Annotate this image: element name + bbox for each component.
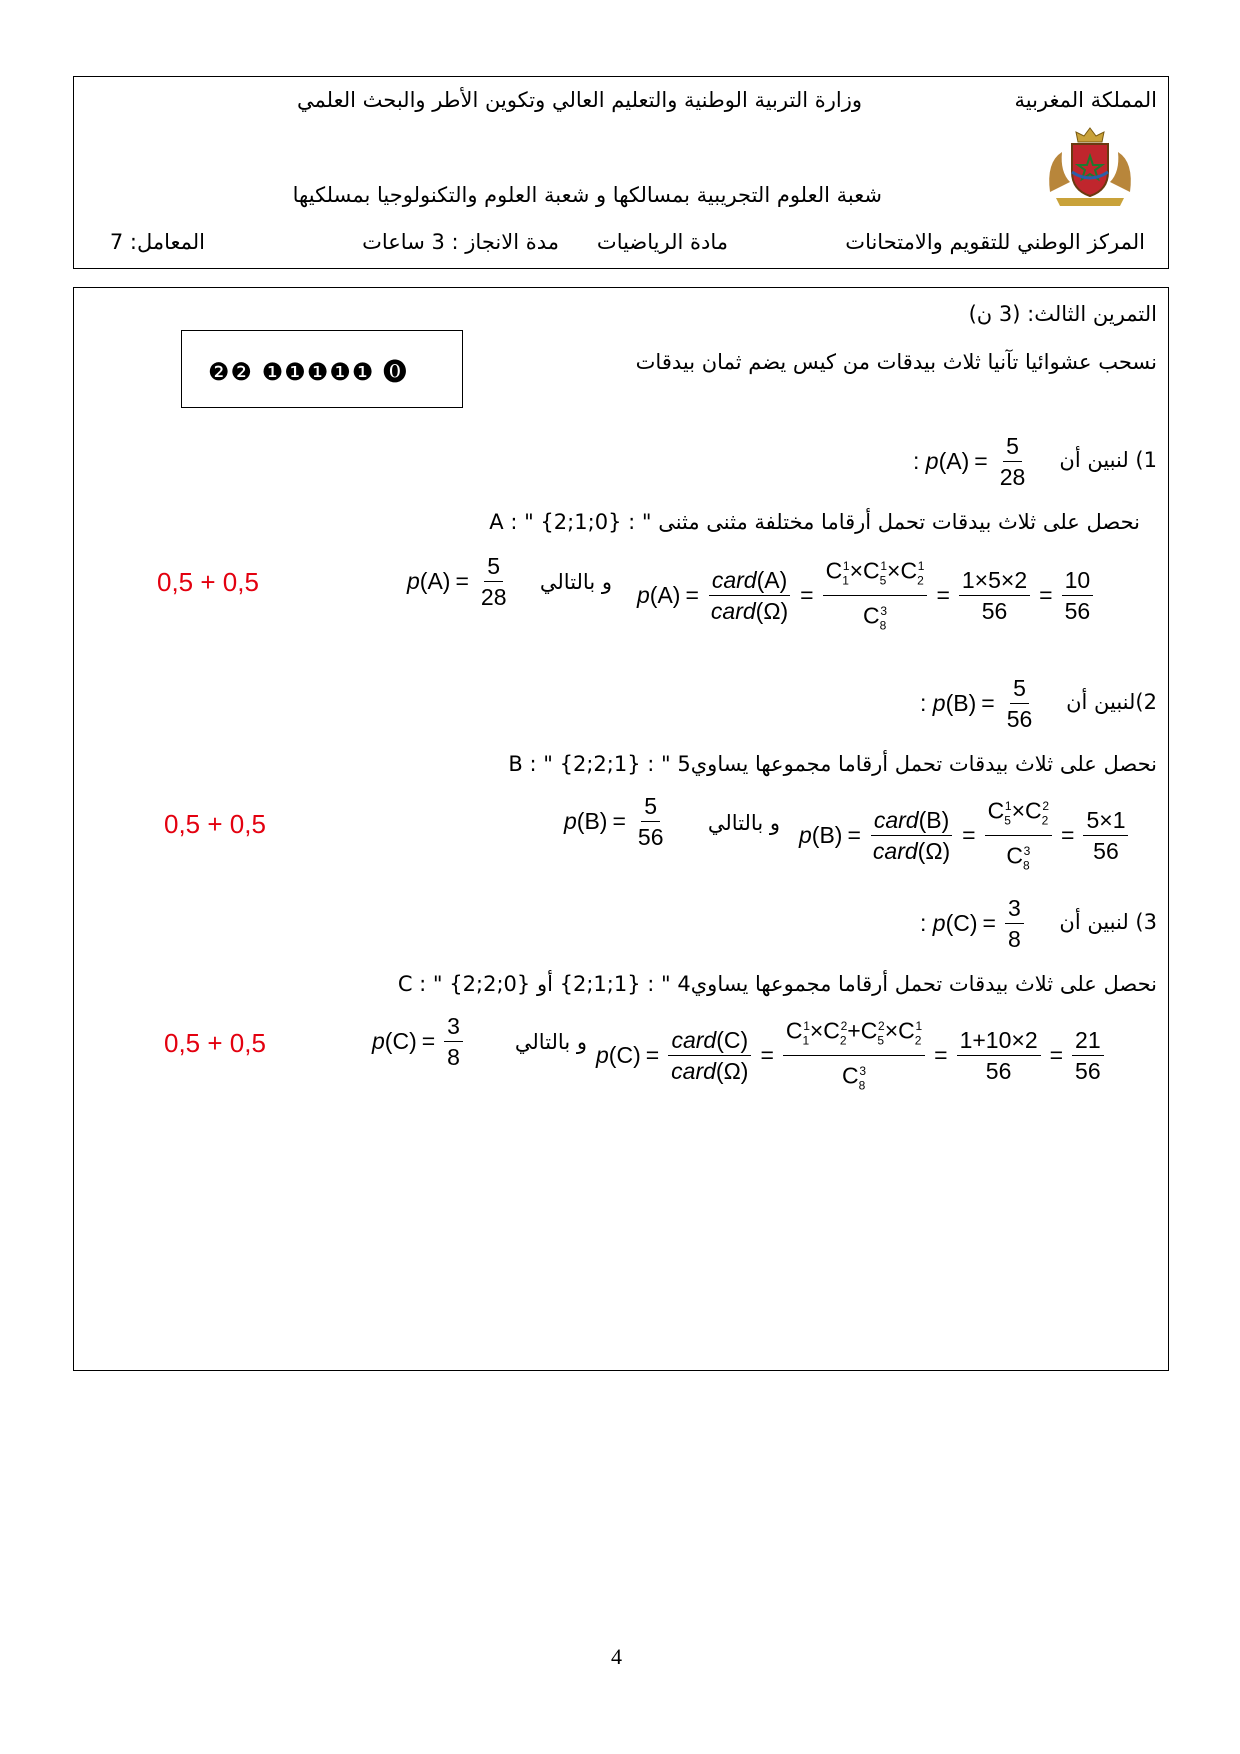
q2-result-formula: p (B) = $\frac{5}{56}$ xyxy=(564,793,664,850)
q1-conjunction: و بالتالي xyxy=(539,570,612,594)
q1-result-formula: p (A) = $\frac{5}{28}$ xyxy=(407,553,507,610)
q3-label: 3) لنبين أن xyxy=(1059,910,1157,934)
q1-label: 1) لنبين أن xyxy=(1059,448,1157,472)
tokens-label: ❷❷ ❶❶❶❶❶ ⓿ xyxy=(208,358,408,386)
q1-computation-formula: p (A) = $\frac{\text{card(A)}}{\text{card(Ω)}}$ = $\frac{C_1^1\times C_5^1\times C_2^1}{C_8^3}$ = $\frac{1\times 5\times 2}{56}$ = $\frac{10}{56}$ xyxy=(637,553,1097,639)
duration-label: مدة الانجاز : 3 ساعات xyxy=(362,230,559,254)
exercise-title: التمرين الثالث: (3 ن) xyxy=(968,302,1157,326)
stream-label: شعبة العلوم التجريبية بمسالكها و شعبة العلوم والتكنولوجيا بمسلكيها xyxy=(292,183,882,207)
q1-event: A : " نحصل على ثلاث بيدقات تحمل أرقاما مختلفة مثنى مثنى " : {0;1;2} xyxy=(489,510,1140,534)
page-number: 4 xyxy=(611,1644,622,1669)
q2-target-formula: : p (B) = $\frac{5}{56}$ xyxy=(920,675,1033,732)
coefficient-label: المعامل: 7 xyxy=(109,230,205,254)
subject-label: مادة الرياضيات xyxy=(596,230,728,254)
ministry-label: وزارة التربية الوطنية والتعليم العالي وتكوين الأطر والبحث العلمي xyxy=(297,88,862,112)
q2-event: B : " نحصل على ثلاث بيدقات تحمل أرقاما مجموعها يساوي5 " : {1;2;2} xyxy=(508,752,1157,776)
q1-score: 0,5 + 0,5 xyxy=(157,567,259,597)
kingdom-label: المملكة المغربية xyxy=(1014,88,1157,112)
center-label: المركز الوطني للتقويم والامتحانات xyxy=(845,230,1145,254)
exercise-statement: نسحب عشوائيا تآنيا ثلاث بيدقات من كيس يضم ثمان بيدقات xyxy=(635,350,1157,374)
q2-conjunction: و بالتالي xyxy=(707,811,780,835)
q3-result-formula: p (C) = $\frac{3}{8}$ xyxy=(372,1013,467,1070)
q3-score: 0,5 + 0,5 xyxy=(164,1028,266,1058)
q3-conjunction: و بالتالي xyxy=(514,1030,587,1054)
q1-target-formula: : p (A) = $\frac{5}{28}$ xyxy=(913,433,1026,490)
q2-label: 2)لنبين أن xyxy=(1066,690,1157,714)
q3-target-formula: : p (C) = $\frac{3}{8}$ xyxy=(920,895,1028,952)
q2-score: 0,5 + 0,5 xyxy=(164,809,266,839)
q2-computation-formula: p (B) = $\frac{\text{card(B)}}{\text{card(Ω)}}$ = $\frac{C_5^1\times C_2^2}{C_8^3}$ = $\frac{5\times 1}{56}$ xyxy=(799,793,1132,879)
coat-of-arms-icon xyxy=(1042,122,1138,208)
q3-computation-formula: p (C) = $\frac{\text{card(C)}}{\text{card(Ω)}}$ = $\frac{C_1^1\times C_2^2+C_5^2\times C_2^1}{C_8^3}$ = $\frac{1+10\times 2}{56}$ = $\frac{21}{56}$ xyxy=(596,1013,1108,1099)
q3-event: C : " نحصل على ثلاث بيدقات تحمل أرقاما مجموعها يساوي4 " : {1;1;2} أو {0;2;2} xyxy=(397,972,1157,996)
